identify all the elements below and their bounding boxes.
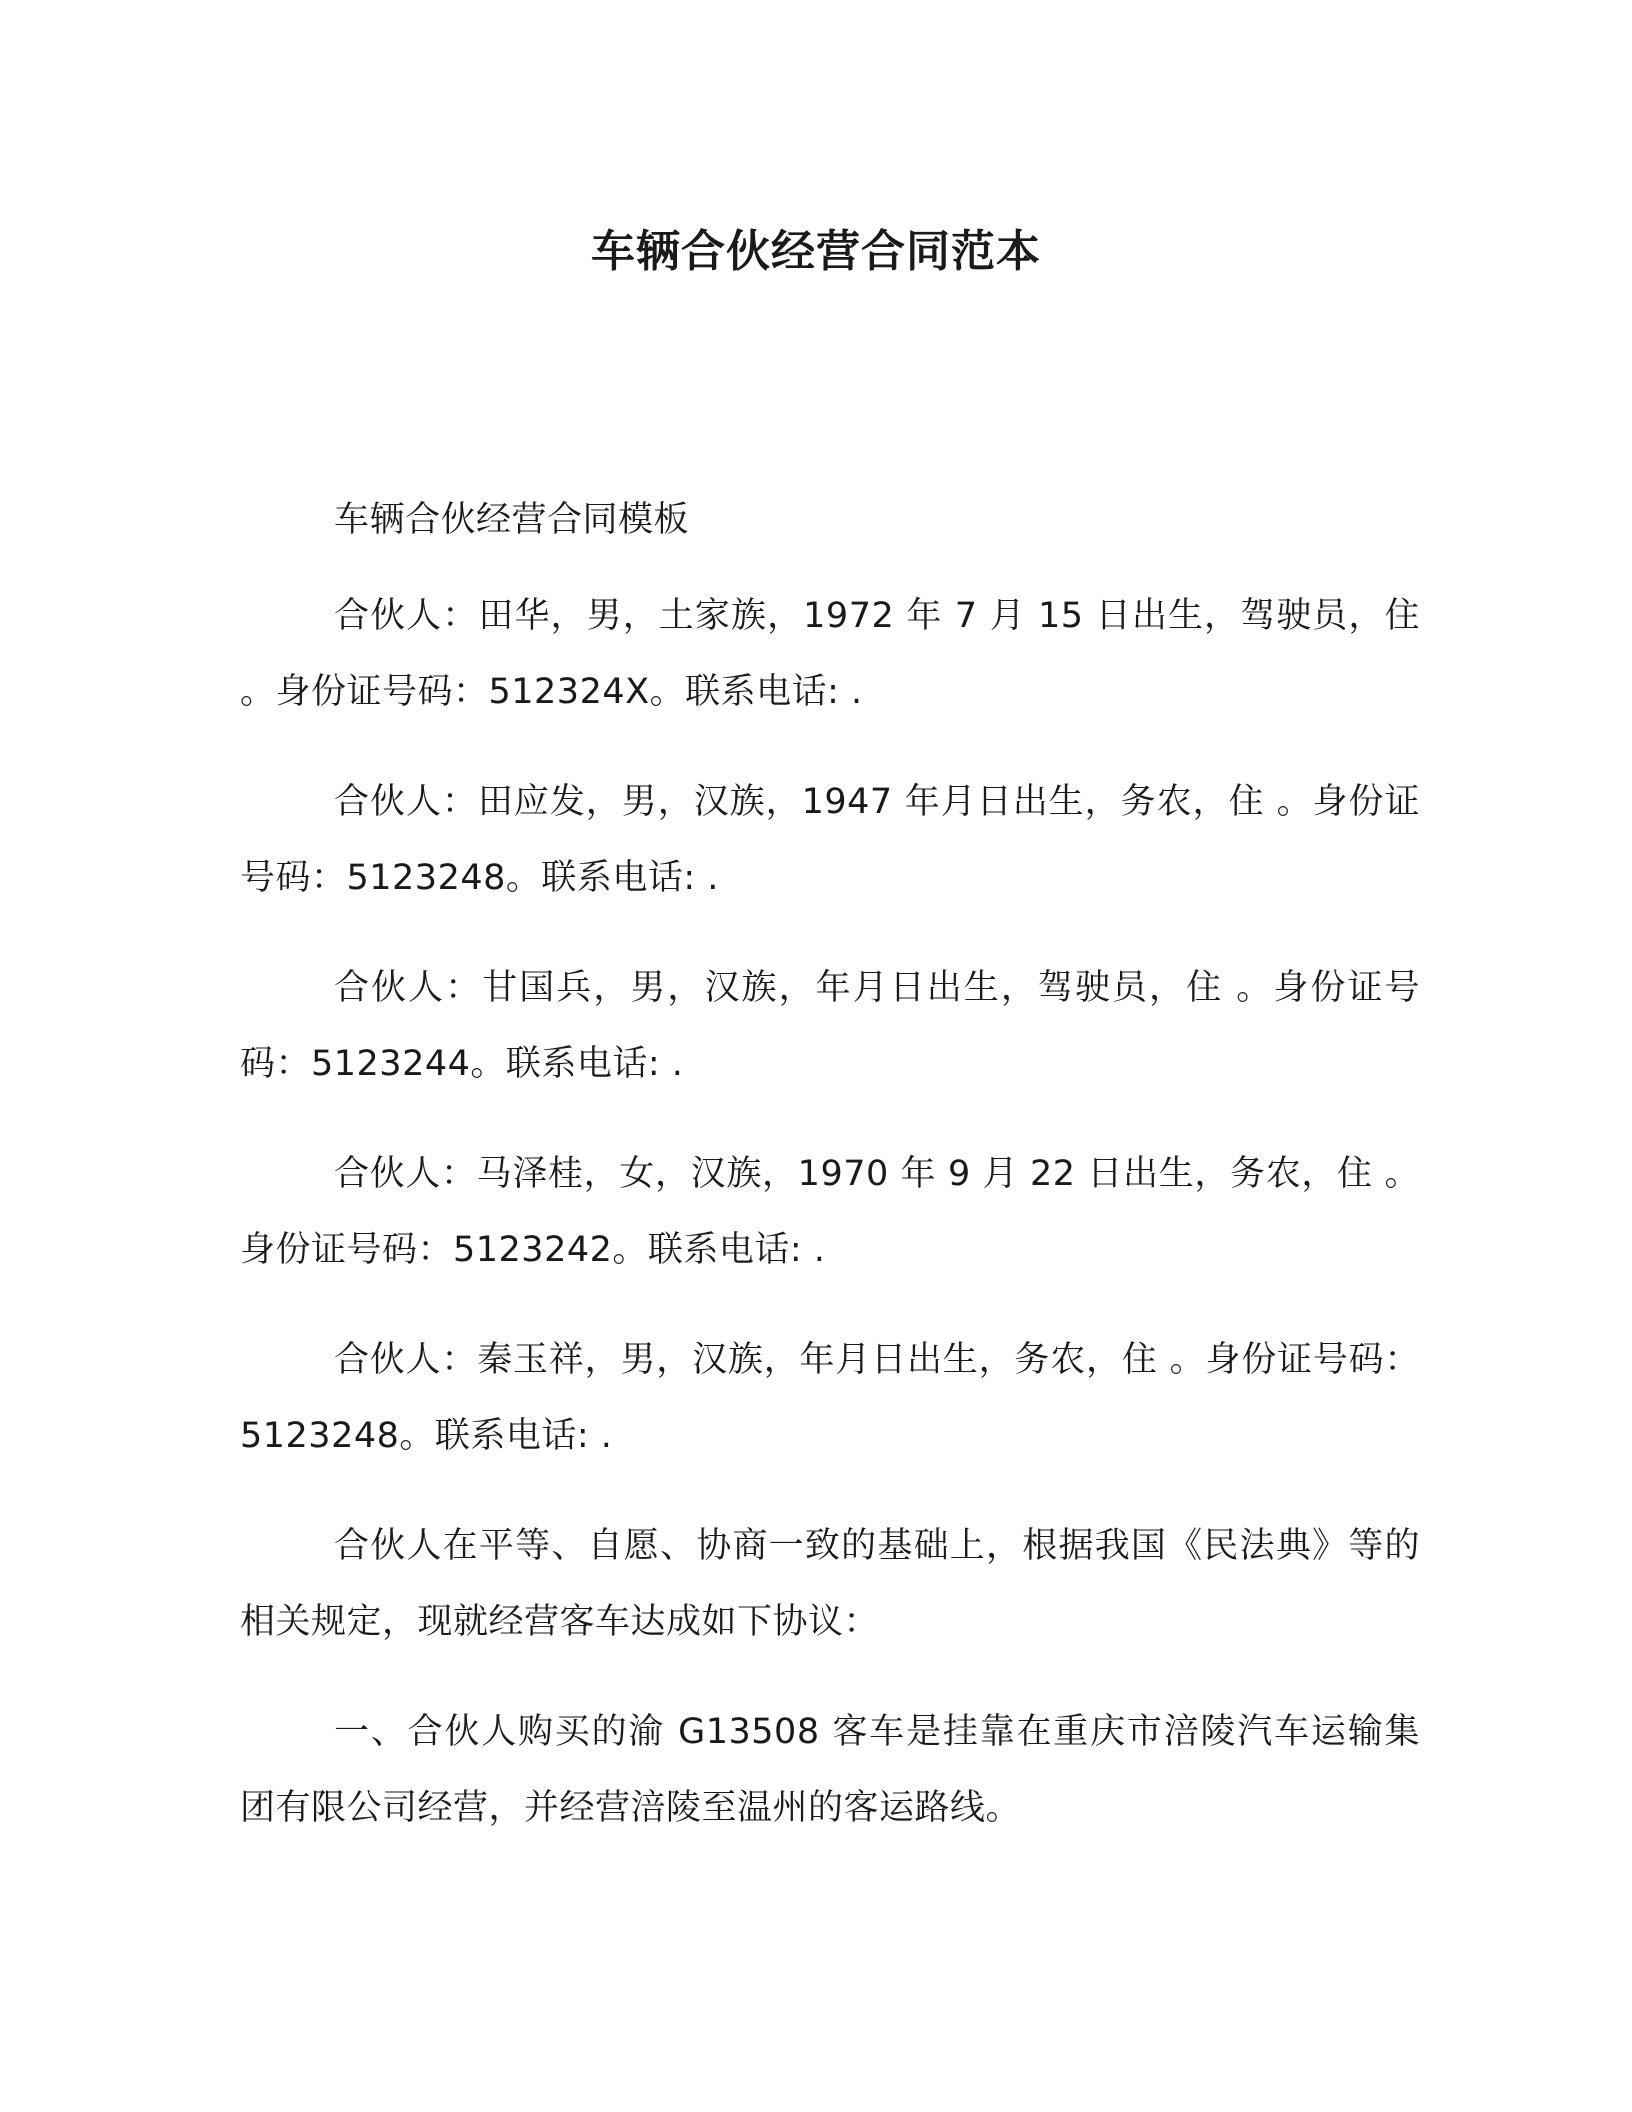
clause-1-paragraph: 一、合伙人购买的渝 G13508 客车是挂靠在重庆市涪陵汽车运输集团有限公司经营，并经营涪陵至温州的客运路线。 — [240, 1712, 1420, 1828]
document-subtitle: 车辆合伙经营合同模板 — [334, 500, 690, 540]
preamble-paragraph: 合伙人在平等、自愿、协商一致的基础上，根据我国《民法典》等的相关规定，现就经营客车达成如下协议： — [240, 1526, 1420, 1642]
partner-paragraph-1: 合伙人：田华，男，土家族，1972 年 7 月 15 日出生，驾驶员，住 。身份证号码：512324X。联系电话: . — [240, 596, 1420, 712]
partner-paragraph-4: 合伙人：马泽桂，女，汉族，1970 年 9 月 22 日出生，务农，住 。身份证号码：5123242。联系电话: . — [240, 1154, 1420, 1270]
partner-paragraph-5: 合伙人：秦玉祥，男，汉族，年月日出生，务农，住 。身份证号码：5123248。联系电话: . — [240, 1340, 1420, 1456]
document-title: 车辆合伙经营合同范本 — [591, 226, 1041, 277]
document-body — [240, 492, 1420, 1880]
partner-paragraph-2: 合伙人：田应发，男，汉族，1947 年月日出生，务农，住 。身份证号码：5123248。联系电话: . — [240, 782, 1420, 898]
partner-paragraph-3: 合伙人：甘国兵，男，汉族，年月日出生，驾驶员，住 。身份证号码：5123244。联系电话: . — [240, 968, 1420, 1084]
